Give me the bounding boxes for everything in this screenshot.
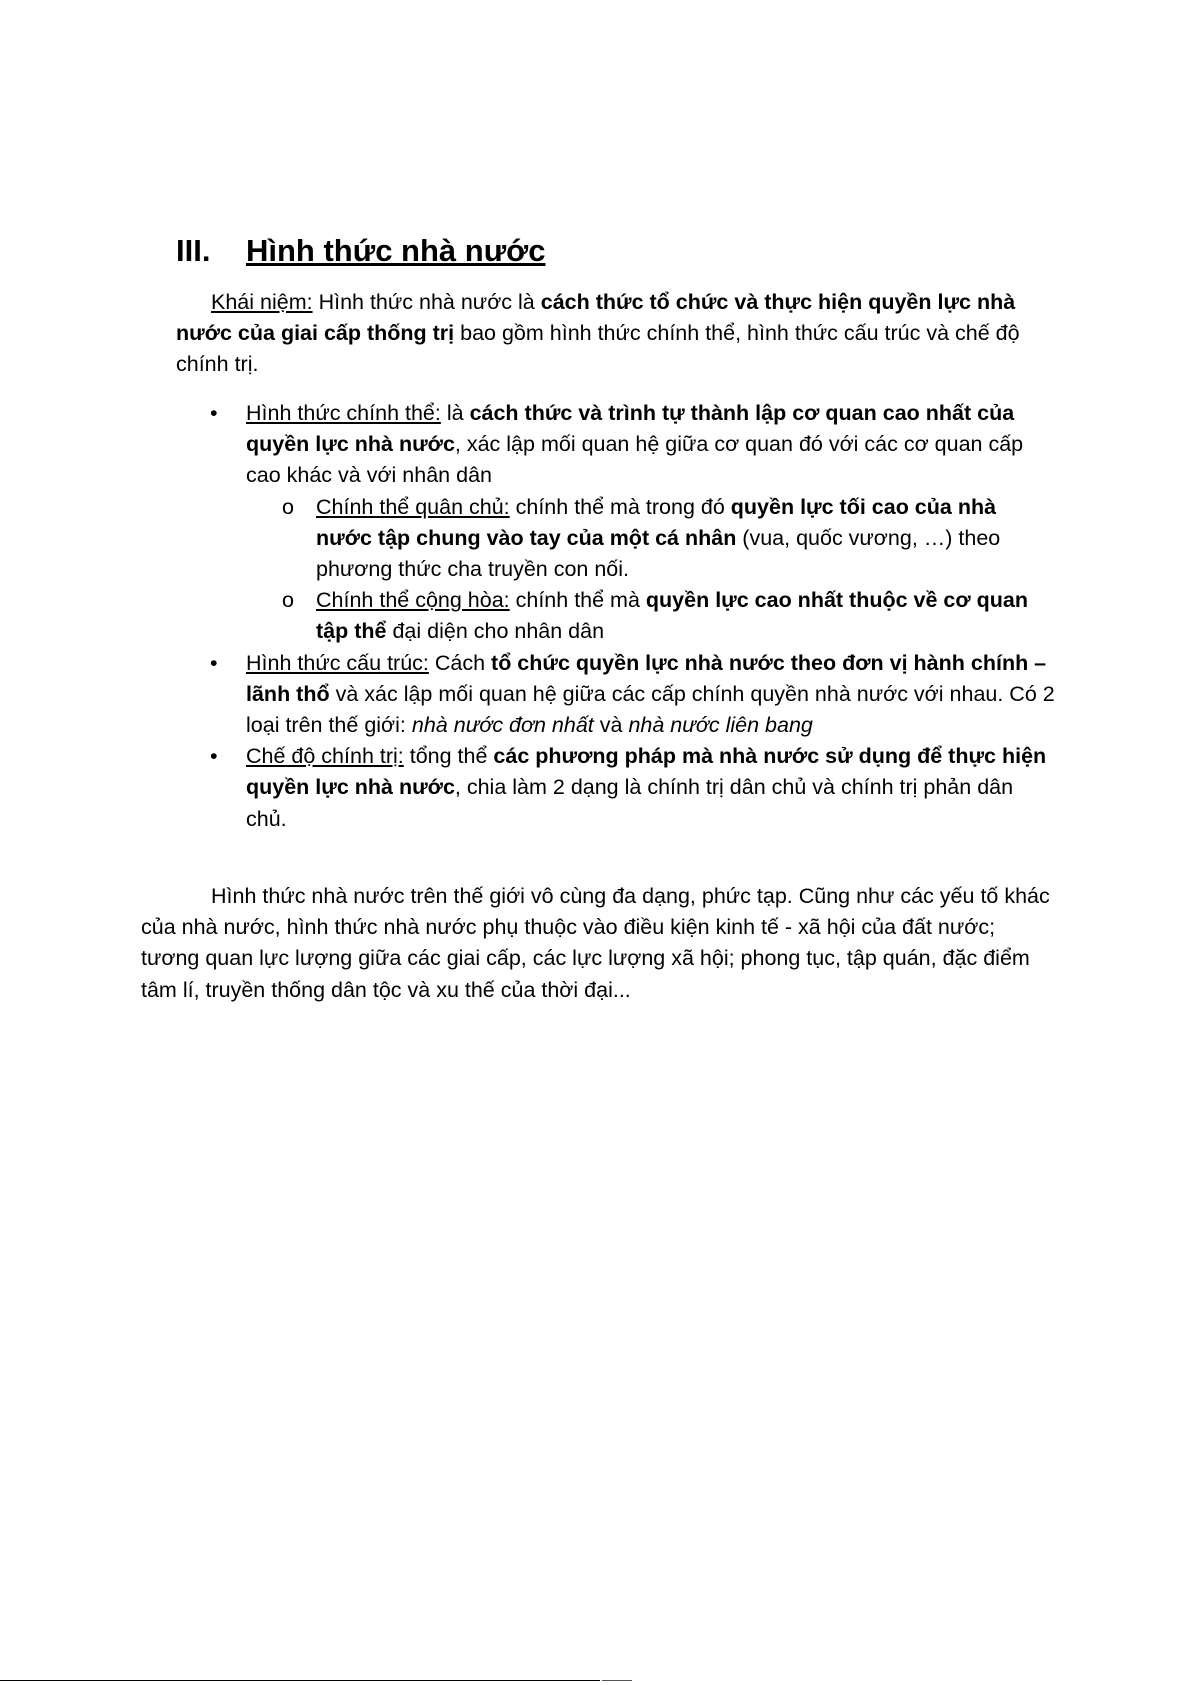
section-heading	[176, 231, 545, 271]
section-number: III.	[176, 233, 211, 268]
sub-bullet-circle-icon: o	[282, 494, 294, 519]
bullet-text: , xác lập mối quan hệ giữa cơ quan đó với các cơ quan cấp cao khác và với nhân dân	[246, 432, 1024, 488]
bullet-list	[176, 398, 1056, 835]
bullet-item-cau-truc	[176, 648, 1056, 742]
bullet-item-che-do	[176, 741, 1056, 835]
bullet-label: Chế độ chính trị:	[246, 744, 404, 769]
sub-item-text: chính thể mà trong đó	[509, 494, 731, 519]
bullet-bold: cách thức và trình tự thành lập cơ quan cao nhất của quyền lực nhà nước	[246, 401, 1015, 457]
bullet-dot-icon: •	[210, 744, 218, 769]
sub-item-text: (vua, quốc vương, …) theo phương thức cha truyền con nối.	[316, 525, 1001, 582]
sub-bullet-circle-icon: o	[282, 588, 294, 613]
bullet-text: Cách	[428, 650, 492, 675]
concept-bold-1: cách thức tổ chức và thực hiện quyền lực nhà nước của giai cấp thống trị	[176, 290, 1016, 346]
sub-item-bold: quyền lực cao nhất thuộc về cơ quan tập thể	[316, 588, 1028, 644]
sub-item-text: đại diện cho nhân dân	[386, 619, 605, 644]
footer-divider	[0, 1680, 600, 1681]
bullet-dot-icon: •	[210, 401, 218, 425]
bullet-italic: nhà nước đơn nhất	[411, 713, 594, 738]
closing-paragraph: Hình thức nhà nước trên thế giới vô cùng đa dạng, phức tạp. Cũng như các yếu tố khác của nhà nước, hình thức nhà nước phụ thuộc vào điều kiện kinh tế - xã hội của đất nước; tương quan lực lượng giữa các giai cấp, các lực lượng xã hội; phong tục, tập quán, đặc điểm tâm lí, truyền thống dân tộc và xu thế của thời đại...	[141, 884, 1050, 1002]
footer-mark	[602, 1680, 632, 1681]
bullet-label: Hình thức cấu trúc:	[246, 650, 429, 675]
sub-item-text: chính thể mà	[509, 588, 646, 613]
bullet-text: tổng thể	[403, 744, 494, 769]
bullet-dot-icon: •	[210, 650, 218, 675]
bullet-text: , chia làm 2 dạng là chính trị dân chủ và chính trị phản dân chủ.	[246, 775, 1014, 831]
concept-label: Khái niệm:	[211, 290, 313, 314]
sub-item-cong-hoa	[246, 585, 1056, 647]
bullet-text: là	[440, 401, 470, 425]
bullet-item-chinh-the	[176, 398, 1056, 648]
section-title: Hình thức nhà nước	[246, 233, 546, 268]
sub-item-bold: quyền lực tối cao của nhà nước tập chung vào tay của một cá nhân	[316, 494, 997, 550]
bullet-text: và xác lập mối quan hệ giữa các cấp chính quyền nhà nước với nhau. Có 2 loại trên thế giới:	[246, 681, 1055, 738]
sub-item-quan-chu	[246, 492, 1056, 586]
bullet-bold: tổ chức quyền lực nhà nước theo đơn vị hành chính – lãnh thổ	[246, 650, 1047, 706]
bullet-label: Hình thức chính thể:	[246, 401, 441, 425]
bullet-text: và	[593, 713, 629, 738]
concept-paragraph	[176, 287, 1056, 381]
bullet-italic: nhà nước liên bang	[628, 713, 813, 738]
concept-text-1: Hình thức nhà nước là	[312, 290, 541, 314]
bullet-bold: các phương pháp mà nhà nước sử dụng để thực hiện quyền lực nhà nước	[246, 744, 1047, 800]
concept-text-2: bao gồm hình thức chính thể, hình thức cấu trúc và chế độ chính trị.	[176, 321, 1020, 377]
sub-item-label: Chính thể quân chủ:	[316, 494, 510, 519]
sub-item-label: Chính thể cộng hòa:	[316, 588, 510, 613]
